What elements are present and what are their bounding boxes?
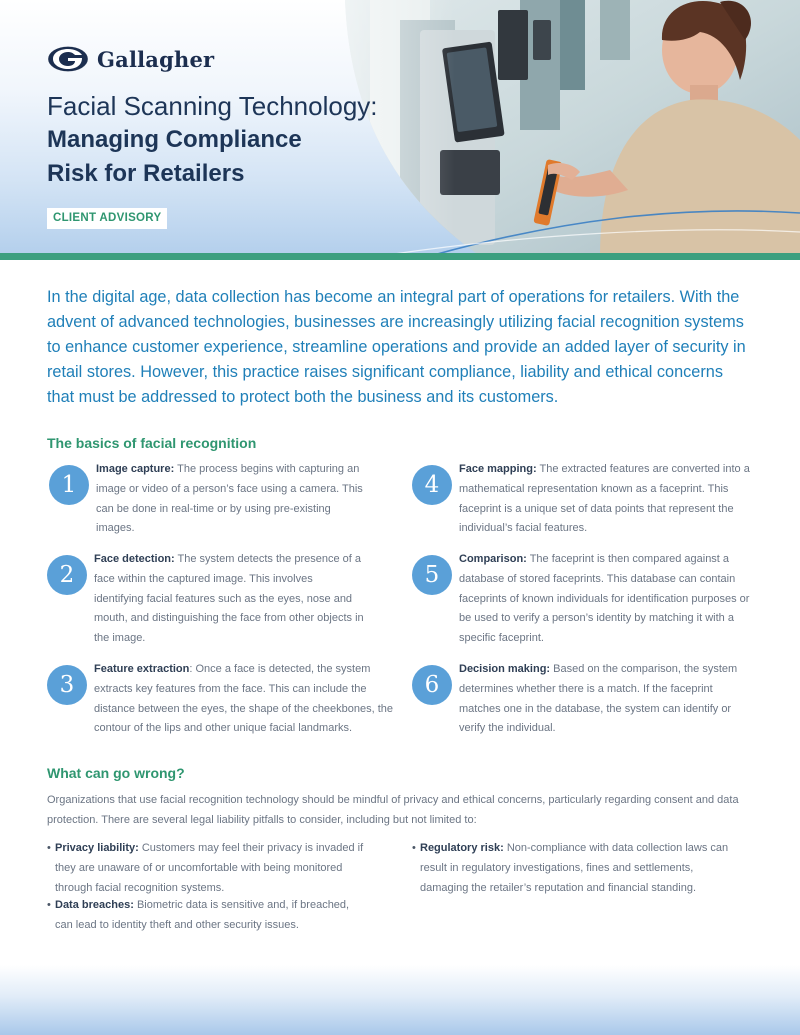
step-6 bbox=[459, 660, 749, 739]
step-3 bbox=[94, 660, 394, 739]
bullet-dot: • bbox=[412, 842, 416, 854]
title-line-2: Managing Compliance bbox=[47, 126, 302, 153]
step-text: The process begins with capturing an image or video of a person’s face using a camera. This can be done in real-time or by using pre-existing images. bbox=[96, 463, 363, 535]
step-number-1: 1 bbox=[49, 465, 89, 505]
step-number-3: 3 bbox=[47, 665, 87, 705]
bullet-text: Biometric data is sensitive and, if breached, can lead to identity theft and other security issues. bbox=[55, 899, 350, 931]
step-title: Face mapping: bbox=[459, 463, 537, 475]
bullet-dot: • bbox=[47, 842, 51, 854]
step-title: Comparison: bbox=[459, 553, 527, 565]
title-line-1: Facial Scanning Technology: bbox=[47, 91, 378, 121]
client-advisory-badge: CLIENT ADVISORY bbox=[47, 208, 167, 229]
step-1 bbox=[96, 460, 371, 539]
step-text: The extracted features are converted into a mathematical representation known as a faceprint. This faceprint is a unique set of data points that represent the individual’s facial features. bbox=[459, 463, 750, 535]
bullet-privacy-liability bbox=[47, 838, 377, 898]
title-bold bbox=[47, 123, 367, 191]
step-title: Face detection: bbox=[94, 553, 175, 565]
header-divider bbox=[0, 253, 800, 260]
bullet-regulatory-risk bbox=[412, 838, 737, 898]
step-title: Image capture: bbox=[96, 463, 175, 475]
intro-paragraph: In the digital age, data collection has become an integral part of operations for retailers. With the advent of advanced technologies, businesses are increasingly utilizing facial recognition systems to enhance customer experience, streamline operations and provide an added layer of security in retail stores. However, this practice raises significant compliance, liability and ethical concerns that must be addressed to protect both the business and its customers. bbox=[47, 288, 746, 406]
step-number-6: 6 bbox=[412, 665, 452, 705]
step-text: : Once a face is detected, the system extracts key features from the face. This can include the distance between the eyes, the shape of the cheekbones, the contour of the lips and other unique facial landmarks. bbox=[94, 663, 394, 735]
bullet-title: Privacy liability: bbox=[55, 842, 139, 854]
title-line-3: Risk for Retailers bbox=[47, 160, 245, 187]
risks-paragraph: Organizations that use facial recognition technology should be mindful of privacy and ethical concerns, particularly regarding consent and data protection. There are several legal liability pitfalls to consider, including but not limited to: bbox=[47, 794, 739, 826]
step-title: Decision making: bbox=[459, 663, 551, 675]
bullet-text: Customers may feel their privacy is invaded if they are unaware of or uncomfortable with being monitored through facial recognition systems. bbox=[55, 842, 364, 894]
step-text: The faceprint is then compared against a database of stored faceprints. This database can contain faceprints of known individuals for identification purposes or be used to verify a person’s identity by matching it with a specific faceprint. bbox=[459, 553, 750, 645]
gallagher-globe-icon bbox=[47, 46, 89, 72]
bullet-data-breaches bbox=[47, 895, 367, 935]
step-number-4: 4 bbox=[412, 465, 452, 505]
bullet-dot: • bbox=[47, 899, 51, 911]
step-text: Based on the comparison, the system determines whether there is a match. If the faceprint matches one in the database, the system can identify or verify the individual. bbox=[459, 663, 738, 735]
step-5 bbox=[459, 550, 764, 649]
step-4 bbox=[459, 460, 759, 539]
bullet-title: Data breaches: bbox=[55, 899, 134, 911]
step-number-2: 2 bbox=[47, 555, 87, 595]
gallagher-logo bbox=[47, 46, 214, 72]
brand-name: Gallagher bbox=[97, 46, 215, 72]
step-title: Feature extraction bbox=[94, 663, 190, 675]
footer-gradient bbox=[0, 965, 800, 1035]
header-banner bbox=[0, 0, 800, 256]
step-number-5: 5 bbox=[412, 555, 452, 595]
step-2 bbox=[94, 550, 364, 649]
step-text: The system detects the presence of a face within the captured image. This involves identifying facial features such as the eyes, nose and mouth, and distinguishing the face from other objects in the image. bbox=[94, 553, 364, 645]
bullet-title: Regulatory risk: bbox=[420, 842, 504, 854]
risks-heading: What can go wrong? bbox=[47, 765, 185, 781]
bullet-text: Non-compliance with data collection laws can result in regulatory investigations, fines and settlements, damaging the retailer’s reputation and financial standing. bbox=[420, 842, 729, 894]
basics-heading: The basics of facial recognition bbox=[47, 435, 257, 451]
